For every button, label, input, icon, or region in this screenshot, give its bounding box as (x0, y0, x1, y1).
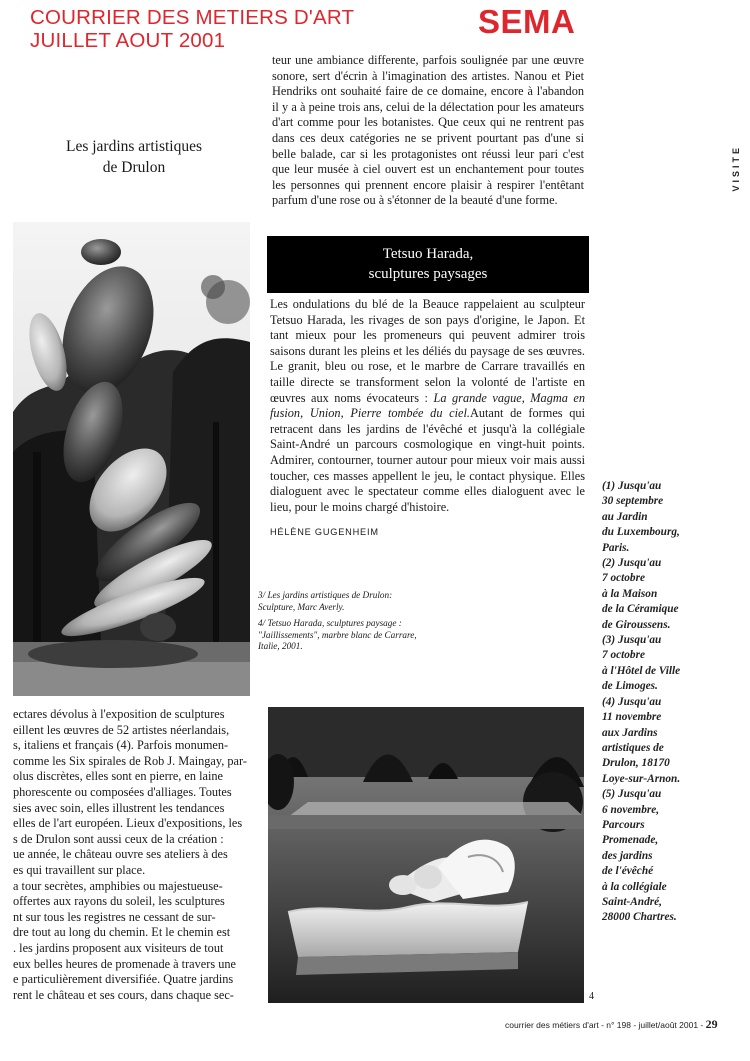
harada-paragraph (270, 297, 585, 515)
box-title-line1: Tetsuo Harada, (382, 246, 474, 262)
text-line: elles de l'art européen. Lieux d'expositions, les (13, 816, 243, 831)
caption3-line2: Sculpture, Marc Averly. (258, 601, 345, 612)
note-line: du Luxembourg, (602, 526, 680, 539)
note-line: 6 novembre, (602, 803, 660, 816)
paragraph: teur une ambiance differente, parfois soulignée par une œuvre sonore, sert d'écrin à l'imagination des artistes. Nanou et Piet Hendriks ont souhaité faire de ce domaine, encore à l'abandon il y a à peine trois ans, celui de la délectation pour les amateurs d'art comme pour les botanistes. Que ceux qui ne rentrent pas dans ces deux catégories ne se privent pourtant pas d'une si belle balade, car si les protagonistes ont réussi leur pari c'est que leur musée à ciel ouvert est un enchantement pour toutes les personnes qui prennent encore plaisir à respirer l'entêtant parfum d'une rose ou à s'étonner de la beauté d'une forme. (272, 53, 584, 208)
text-line: eillent les œuvres de 52 artistes néerlandais, (13, 722, 230, 737)
body-text-a: Les ondulations du blé de la Beauce rappelaient au sculpteur Tetsuo Harada, les rivages de son pays d'origine, le Japon. Et tant mieux pour les promeneurs qui peuvent admirer trois saisons durant les pleins et les déliés du paysage de ses œuvres. Le granit, bleu ou rose, et le marbre de Carrare travaillés en taille directe se transforment selon la volonté de l'artiste en œuvres aux noms évocateurs : (270, 297, 585, 405)
harada-photo-image (268, 707, 584, 1003)
text-line: s de Drulon sont aussi ceux de la création : (13, 831, 224, 846)
section-title-line2: de Drulon (102, 159, 166, 176)
note-line: aux Jardins (602, 726, 658, 739)
photo-harada-sculpture (268, 707, 584, 1003)
note-line: au Jardin (602, 510, 648, 523)
note-line: (3) Jusqu'au (602, 634, 662, 647)
exhibition-notes (602, 479, 742, 926)
note-line: des jardins (602, 849, 653, 862)
note-line: 7 octobre (602, 649, 645, 662)
text-line: ue année, le château ouvre ses ateliers à des (13, 847, 228, 862)
note-line: (2) Jusqu'au (602, 557, 662, 570)
note-line: Loye-sur-Arnon. (602, 772, 681, 785)
note-line: Parcours (602, 818, 645, 831)
note-line: Drulon, 18170 (602, 757, 670, 770)
text-line: . les jardins proposent aux visiteurs de tout (13, 940, 224, 955)
article-continuation (272, 53, 584, 209)
note-line: à la collégiale (602, 880, 667, 893)
photo-number: 4 (589, 991, 594, 1002)
text-line: olus discrètes, elles sont en pierre, en laine (13, 769, 224, 784)
text-line: offertes aux rayons du soleil, les sculptures (13, 894, 225, 909)
text-line: sies avec soin, elles illustrent les tendances (13, 800, 225, 815)
publication-header (30, 6, 354, 52)
body-text-b: Autant de formes qui retracent dans les jardins de l'évêché et jusqu'à la collégiale Saint-André un parcours cosmologique en vingt-huit points. Admirer, contourner, tourner autour pour mieux voir mais aussi toucher, ces masses appellent le jeu, le contact physique. Elles dialoguent avec le spectateur comme elles dialoguent avec le lieu, pour le moins chargé d'histoire. (270, 406, 585, 514)
text-line: es qui travaillent sur place. (13, 862, 146, 877)
header-title-line1: COURRIER DES METIERS D'ART (30, 6, 355, 29)
footer-text: courrier des métiers d'art - n° 198 - juillet/août 2001 - (505, 1020, 704, 1030)
note-line: de Giroussens. (602, 618, 671, 631)
text-line: dre tout au long du chemin. Et le chemin est (13, 925, 231, 940)
caption4-line2: "Jaillissements", marbre blanc de Carrare, (258, 629, 417, 640)
text-line: phorescente ou composées d'alliages. Toutes (13, 784, 232, 799)
caption4-line3: Italie, 2001. (258, 641, 303, 651)
header-title-line2: JUILLET AOUT 2001 (30, 29, 226, 52)
note-line: 28000 Chartres. (602, 911, 677, 924)
note-line: (4) Jusqu'au (602, 695, 662, 708)
side-section-label: VISITE (731, 145, 741, 192)
text-line: s, italiens et français (4). Parfois monumen- (13, 738, 229, 753)
caption4-line1: 4/ Tetsuo Harada, sculptures paysage : (258, 618, 402, 628)
note-line: Saint-André, (602, 895, 662, 908)
text-line: nt sur tous les registres ne cessant de sur- (13, 909, 216, 924)
page-number: 29 (705, 1017, 718, 1031)
note-line: 7 octobre (602, 572, 645, 585)
note-line: de Limoges. (602, 680, 658, 693)
text-line: comme les Six spirales de Rob J. Maingay, par- (13, 753, 247, 768)
sculpture-photo-image (13, 222, 250, 696)
photo-captions (258, 590, 488, 653)
page-footer (505, 1017, 718, 1032)
section-title-box (267, 236, 589, 293)
sema-badge: SEMA (478, 3, 576, 40)
note-line: à la Maison (602, 587, 658, 600)
box-title-line2: sculptures paysages (368, 266, 488, 282)
note-line: de l'évêché (602, 865, 654, 878)
text-line: ectares dévolus à l'exposition de sculptures (13, 707, 225, 721)
text-line: eux belles heures de promenade à travers une (13, 956, 236, 971)
section-title-line1: Les jardins artistiques (65, 138, 203, 155)
note-line: de la Céramique (602, 603, 679, 616)
note-line: à l'Hôtel de Ville (602, 664, 681, 677)
body-text-italic: La grande vague, Magma en fusion, Union, Pierre tombée du ciel. (270, 390, 586, 421)
text-line: a tour secrètes, amphibies ou majestueuse- (13, 878, 223, 893)
note-line: Promenade, (602, 834, 659, 847)
author-signature: HÉLÈNE GUGENHEIM (270, 527, 379, 537)
caption3-line1: 3/ Les jardins artistiques de Drulon: (258, 590, 393, 600)
section-title-drulon (14, 136, 254, 178)
text-line: rent le château et ses cours, dans chaque sec- (13, 987, 234, 1002)
photo-drulon-sculpture (13, 222, 250, 696)
note-line: Paris. (602, 541, 630, 554)
note-line: (5) Jusqu'au (602, 788, 662, 801)
note-line: 30 septembre (602, 495, 664, 508)
harada-article-body (270, 297, 585, 515)
text-line: e particulièrement diversifiée. Quatre jardins (13, 972, 234, 987)
note-line: 11 novembre (602, 711, 662, 724)
drulon-article-body (13, 707, 253, 1003)
note-line: artistiques de (602, 741, 664, 754)
note-line: (1) Jusqu'au (602, 480, 662, 492)
